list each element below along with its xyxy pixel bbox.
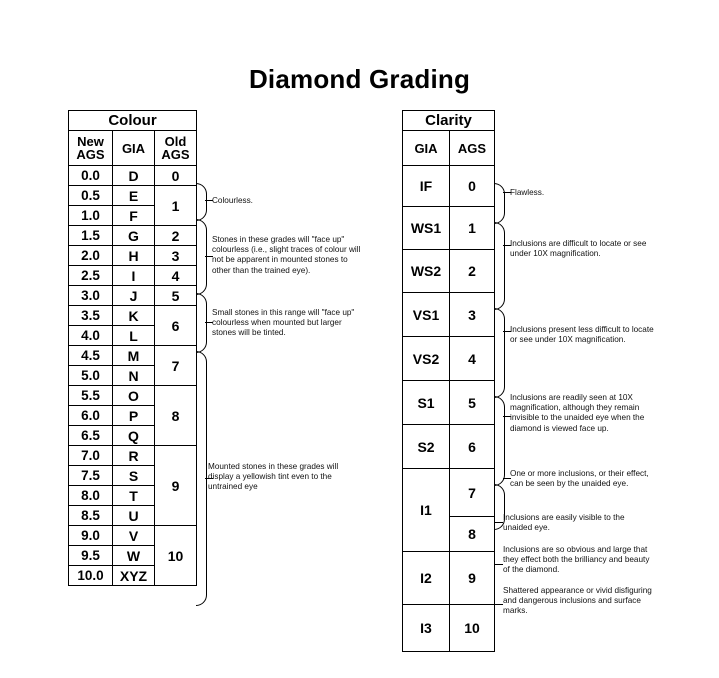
colour-new-ags-cell: 6.0 bbox=[69, 406, 113, 426]
colour-new-ags-cell: 2.5 bbox=[69, 266, 113, 286]
colour-new-ags-cell: 9.0 bbox=[69, 526, 113, 546]
colour-gia-cell: Q bbox=[113, 426, 155, 446]
table-row bbox=[69, 186, 197, 206]
table-row bbox=[403, 469, 495, 517]
clarity-note-2: Inclusions are difficult to locate or see under 10X magnification. bbox=[510, 239, 647, 259]
clarity-gia-cell: WS1 bbox=[403, 207, 450, 250]
clarity-ags-cell: 7 bbox=[450, 469, 495, 517]
table-row bbox=[403, 166, 495, 207]
page-title: Diamond Grading bbox=[248, 64, 471, 94]
colour-new-ags-cell: 7.0 bbox=[69, 446, 113, 466]
colour-header-gia: GIA bbox=[113, 131, 155, 166]
colour-old-ags-cell: 2 bbox=[155, 226, 197, 246]
colour-new-ags-cell: 8.5 bbox=[69, 506, 113, 526]
colour-note-3: Small stones in this range will "face up" colourless when mounted but larger stones will be tinted. bbox=[212, 308, 355, 338]
colour-header-old-ags: Old AGS bbox=[155, 131, 197, 166]
clarity-note-1: Flawless. bbox=[510, 188, 545, 197]
colour-old-ags-cell: 1 bbox=[155, 186, 197, 226]
colour-gia-cell: O bbox=[113, 386, 155, 406]
clarity-gia-cell: I3 bbox=[403, 605, 450, 652]
clarity-gia-cell: S2 bbox=[403, 425, 450, 469]
colour-gia-cell: V bbox=[113, 526, 155, 546]
colour-new-ags-cell: 10.0 bbox=[69, 566, 113, 586]
table-row bbox=[69, 446, 197, 466]
colour-new-ags-cell: 5.0 bbox=[69, 366, 113, 386]
colour-new-ags-cell: 4.5 bbox=[69, 346, 113, 366]
clarity-section-title: Clarity bbox=[403, 111, 495, 131]
clarity-gia-cell: I1 bbox=[403, 469, 450, 552]
clarity-ags-cell: 4 bbox=[450, 337, 495, 381]
colour-old-ags-cell: 10 bbox=[155, 526, 197, 586]
clarity-ags-cell: 9 bbox=[450, 552, 495, 605]
colour-gia-cell: I bbox=[113, 266, 155, 286]
colour-new-ags-cell: 0.5 bbox=[69, 186, 113, 206]
table-row bbox=[403, 293, 495, 337]
clarity-note-6: Inclusions are easily visible to the unaided eye. bbox=[503, 513, 625, 533]
colour-old-ags-cell: 0 bbox=[155, 166, 197, 186]
colour-gia-cell: D bbox=[113, 166, 155, 186]
colour-gia-cell: T bbox=[113, 486, 155, 506]
clarity-note-8: Shattered appearance or vivid disfiguring and dangerous inclusions and surface marks. bbox=[503, 586, 652, 616]
colour-bracket-1 bbox=[196, 183, 207, 221]
colour-gia-cell: J bbox=[113, 286, 155, 306]
clarity-ags-cell: 5 bbox=[450, 381, 495, 425]
clarity-header-gia: GIA bbox=[403, 131, 450, 166]
clarity-bracket-4 bbox=[494, 396, 505, 486]
colour-gia-cell: W bbox=[113, 546, 155, 566]
clarity-ags-cell: 2 bbox=[450, 250, 495, 293]
table-row bbox=[69, 286, 197, 306]
clarity-note-3: Inclusions present less difficult to locate or see under 10X magnification. bbox=[510, 325, 654, 345]
table-row bbox=[403, 250, 495, 293]
colour-gia-cell: L bbox=[113, 326, 155, 346]
colour-old-ags-cell: 3 bbox=[155, 246, 197, 266]
colour-gia-cell: K bbox=[113, 306, 155, 326]
colour-column-header-row bbox=[69, 131, 197, 166]
colour-new-ags-cell: 1.0 bbox=[69, 206, 113, 226]
table-row bbox=[69, 226, 197, 246]
clarity-gia-cell: VS2 bbox=[403, 337, 450, 381]
colour-new-ags-cell: 8.0 bbox=[69, 486, 113, 506]
colour-new-ags-cell: 1.5 bbox=[69, 226, 113, 246]
clarity-ags-cell: 6 bbox=[450, 425, 495, 469]
colour-new-ags-cell: 9.5 bbox=[69, 546, 113, 566]
colour-new-ags-cell: 5.5 bbox=[69, 386, 113, 406]
colour-gia-cell: N bbox=[113, 366, 155, 386]
colour-new-ags-cell: 4.0 bbox=[69, 326, 113, 346]
table-row bbox=[69, 166, 197, 186]
table-row bbox=[403, 207, 495, 250]
colour-old-ags-cell: 7 bbox=[155, 346, 197, 386]
clarity-gia-cell: I2 bbox=[403, 552, 450, 605]
clarity-bracket-1 bbox=[494, 183, 505, 224]
colour-gia-cell: G bbox=[113, 226, 155, 246]
colour-bracket-2 bbox=[196, 219, 207, 295]
table-row bbox=[403, 605, 495, 652]
clarity-ags-cell: 8 bbox=[450, 517, 495, 552]
colour-new-ags-cell: 6.5 bbox=[69, 426, 113, 446]
colour-old-ags-cell: 8 bbox=[155, 386, 197, 446]
colour-note-1: Colourless. bbox=[212, 196, 253, 205]
table-row bbox=[69, 246, 197, 266]
colour-gia-cell: U bbox=[113, 506, 155, 526]
clarity-gia-cell: IF bbox=[403, 166, 450, 207]
colour-gia-cell: P bbox=[113, 406, 155, 426]
colour-gia-cell: M bbox=[113, 346, 155, 366]
clarity-bracket-3 bbox=[494, 308, 505, 398]
colour-gia-cell: R bbox=[113, 446, 155, 466]
colour-note-2: Stones in these grades will "face up" colourless (i.e., slight traces of colour will not be apparent in mounted stones to other than the trained eye). bbox=[212, 235, 361, 275]
colour-new-ags-cell: 2.0 bbox=[69, 246, 113, 266]
clarity-ags-cell: 0 bbox=[450, 166, 495, 207]
colour-gia-cell: H bbox=[113, 246, 155, 266]
colour-section-title: Colour bbox=[69, 111, 197, 131]
clarity-note-5: One or more inclusions, or their effect, can be seen by the unaided eye. bbox=[510, 469, 649, 489]
colour-gia-cell: E bbox=[113, 186, 155, 206]
table-row bbox=[403, 381, 495, 425]
table-row bbox=[403, 425, 495, 469]
table-row bbox=[403, 337, 495, 381]
clarity-section-header-row bbox=[403, 111, 495, 131]
colour-section-header-row bbox=[69, 111, 197, 131]
clarity-ags-cell: 10 bbox=[450, 605, 495, 652]
colour-new-ags-cell: 7.5 bbox=[69, 466, 113, 486]
colour-bracket-3 bbox=[196, 293, 207, 353]
clarity-gia-cell: S1 bbox=[403, 381, 450, 425]
colour-new-ags-cell: 3.0 bbox=[69, 286, 113, 306]
colour-old-ags-cell: 6 bbox=[155, 306, 197, 346]
clarity-note-4: Inclusions are readily seen at 10X magnification, although they remain invisible to the unaided eye when the diamond is viewed face up. bbox=[510, 393, 645, 433]
clarity-grading-table bbox=[402, 110, 495, 652]
clarity-bracket-2 bbox=[494, 222, 505, 310]
table-row bbox=[69, 266, 197, 286]
table-row bbox=[403, 552, 495, 605]
clarity-header-ags: AGS bbox=[450, 131, 495, 166]
table-row bbox=[69, 386, 197, 406]
colour-new-ags-cell: 3.5 bbox=[69, 306, 113, 326]
clarity-tick-8 bbox=[495, 604, 503, 605]
table-row bbox=[69, 346, 197, 366]
colour-gia-cell: F bbox=[113, 206, 155, 226]
colour-old-ags-cell: 9 bbox=[155, 446, 197, 526]
clarity-gia-cell: WS2 bbox=[403, 250, 450, 293]
clarity-ags-cell: 3 bbox=[450, 293, 495, 337]
clarity-gia-cell: VS1 bbox=[403, 293, 450, 337]
colour-header-new-ags: New AGS bbox=[69, 131, 113, 166]
clarity-ags-cell: 1 bbox=[450, 207, 495, 250]
clarity-tick-7 bbox=[495, 564, 503, 565]
clarity-column-header-row bbox=[403, 131, 495, 166]
colour-new-ags-cell: 0.0 bbox=[69, 166, 113, 186]
table-row bbox=[69, 306, 197, 326]
clarity-tick-6 bbox=[495, 522, 503, 523]
colour-gia-cell: S bbox=[113, 466, 155, 486]
table-row bbox=[69, 526, 197, 546]
colour-grading-table bbox=[68, 110, 197, 586]
colour-gia-cell: XYZ bbox=[113, 566, 155, 586]
colour-note-4: Mounted stones in these grades will display a yellowish tint even to the untrained eye bbox=[208, 462, 339, 492]
colour-old-ags-cell: 4 bbox=[155, 266, 197, 286]
colour-old-ags-cell: 5 bbox=[155, 286, 197, 306]
clarity-note-7: Inclusions are so obvious and large that they effect both the brilliancy and beauty of the diamond. bbox=[503, 545, 650, 575]
